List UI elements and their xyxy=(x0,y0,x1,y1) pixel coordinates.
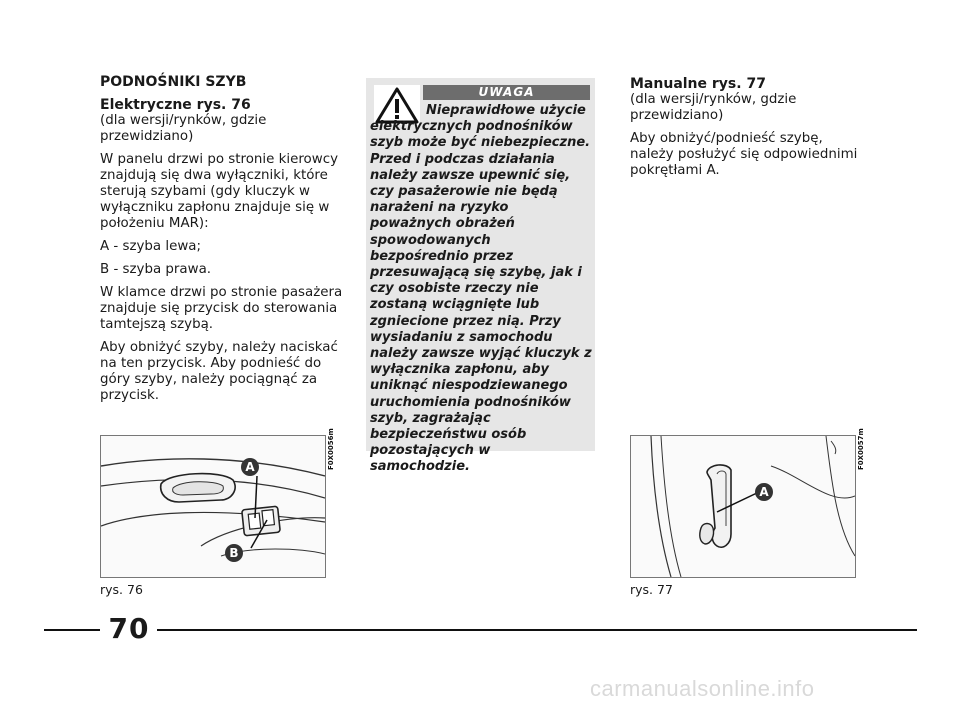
paragraph-availability: (dla wersji/rynków, gdzie przewidziano) xyxy=(100,113,267,144)
figure-76-code: F0X0056m xyxy=(327,428,335,470)
figure-77-code: F0X0057m xyxy=(857,428,865,470)
paragraph-manual-operation: Aby obniżyć/podnieść szybę, należy posłużyć się odpowiednimi pokrętłami A. xyxy=(630,131,858,178)
paragraph-operation: Aby obniżyć szyby, należy naciskać na ten przycisk. Aby podnieść do góry szyby, należy pociągnąć za przycisk. xyxy=(100,340,338,403)
paragraph-passenger-button: W klamce drzwi po stronie pasażera znajduje się przycisk do sterowania tamtejszą szybą. xyxy=(100,285,343,332)
figure-76-caption: rys. 76 xyxy=(100,582,143,597)
callout-a-badge: A xyxy=(755,483,773,501)
left-column xyxy=(100,74,345,411)
footer-rule-right xyxy=(157,629,917,631)
figure-77-caption: rys. 77 xyxy=(630,582,673,597)
electric-subheading: Elektryczne rys. 76 xyxy=(100,97,251,113)
page-number: 70 xyxy=(108,612,150,645)
callout-b-badge: B xyxy=(225,544,243,562)
right-column xyxy=(630,76,870,186)
callout-a-badge: A xyxy=(241,458,259,476)
paragraph-driver-panel: W panelu drzwi po stronie kierowcy znajdują się dwa wyłączniki, które sterują szybami (gdy kluczyk w wyłączniku zapłonu znajduje się w położeniu MAR): xyxy=(100,152,338,231)
watermark: carmanualsonline.info xyxy=(590,676,815,701)
figure-76 xyxy=(100,435,326,578)
warning-box xyxy=(366,78,595,475)
warning-text: Nieprawidłowe użycie elektrycznych podnośników szyb może być niebezpieczne. Przed i podczas działania należy zawsze upewnić się, czy pasażerowie nie będą narażeni na ryzyko poważnych obrażeń spowodowanych bezpośrednio przez przesuwającą się szybę, jak i czy osobiste rzeczy nie zostaną wciągnięte lub zgniecione przez nią. Przy wysiadaniu z samochodu należy zawsze wyjąć kluczyk z wyłącznika zapłonu, aby uniknąć niespodziewanego uruchomienia podnośników szyb, zagrażając bezpieczeństwu osób pozostających w samochodzie. xyxy=(370,103,592,475)
footer-rule-left xyxy=(44,629,100,631)
paragraph-switch-b: B - szyba prawa. xyxy=(100,262,212,277)
figure-77 xyxy=(630,435,856,578)
section-heading: PODNOŚNIKI SZYB xyxy=(100,74,247,90)
warning-label: UWAGA xyxy=(423,85,590,100)
paragraph-switch-a: A - szyba lewa; xyxy=(100,239,202,254)
manual-subheading: Manualne rys. 77 xyxy=(630,76,766,92)
window-crank-illustration xyxy=(631,436,855,577)
paragraph-manual-availability: (dla wersji/rynków, gdzie przewidziano) xyxy=(630,92,797,123)
door-panel-switches-illustration xyxy=(101,436,325,577)
